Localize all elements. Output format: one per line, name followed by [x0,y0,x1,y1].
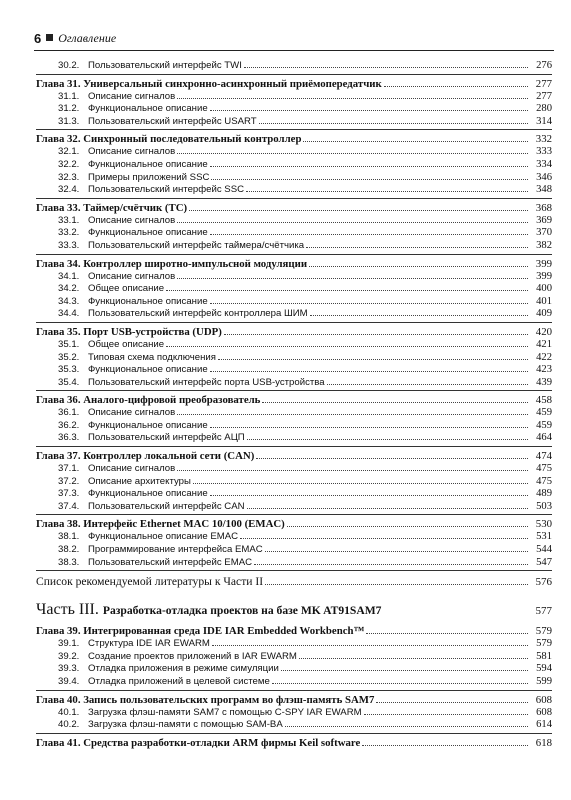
dot-leader [177,98,528,99]
entry-page: 277 [535,77,552,90]
entry-page: 276 [536,60,552,71]
entry-page: 614 [536,719,552,731]
dot-leader [256,458,528,459]
entry-page: 422 [536,351,552,363]
entry-page: 608 [536,706,552,718]
section-entry[interactable] [36,432,552,445]
dot-leader [306,247,528,248]
dot-leader [265,584,528,585]
entry-title: Типовая схема подключения [88,351,216,363]
entry-page: 370 [536,227,552,239]
entry-number: 31.1. [58,90,80,102]
entry-page: 577 [535,605,552,618]
entry-number: 37.2. [58,475,80,487]
entry-page: 420 [535,325,552,338]
entry-title: Глава 41. Средства разработки-отладки ARM фирмы Keil software [36,736,361,749]
entry-title: Глава 33. Таймер/счётчик (TC) [36,201,188,214]
entry-title: Список рекомендуемой литературы к Части II [36,575,264,589]
dot-leader [177,278,528,279]
entry-page: 458 [535,394,552,407]
part-title: Разработка-отладка проектов на базе MK AT91SAM7 [102,604,382,618]
entry-title: Глава 37. Контроллер локальной сети (CAN) [36,450,255,463]
section-entry[interactable] [36,476,552,489]
entry-number: 31.3. [58,115,80,127]
entry-number: 35.3. [58,364,80,376]
entry-title: Пользовательский интерфейс контроллера ШИМ [88,308,308,320]
entry-title: Глава 40. Запись пользовательских программ во флэш-память SAM7 [36,693,375,706]
entry-title: Пользовательский интерфейс таймера/счётчика [88,239,305,251]
dot-leader [224,334,528,335]
entry-title: Функциональное описание [88,158,208,170]
dot-leader [299,658,528,659]
entry-page: 459 [536,407,552,419]
entry-page: 530 [535,518,552,531]
dot-leader [327,384,528,385]
section-entry[interactable] [36,719,552,732]
entry-title: Глава 31. Универсальный синхронно-асинхронный приёмопередатчик [36,77,382,90]
entry-title: Описание сигналов [88,146,176,158]
chapter-entry[interactable] [36,518,552,531]
chapter-entry[interactable] [36,394,552,407]
section-entry[interactable] [36,146,552,159]
entry-number: 39.1. [58,638,80,650]
chapter-entry[interactable] [36,78,552,91]
entry-number: 33.1. [58,214,80,226]
chapter-entry[interactable] [36,202,552,215]
dot-leader [287,526,528,527]
entry-page: 618 [535,736,552,749]
entry-page: 369 [536,214,552,226]
entry-title: Функциональное описание [88,488,208,500]
entry-title: Программирование интерфейса EMAC [88,544,263,556]
entry-page: 423 [536,364,552,376]
entry-number: 37.3. [58,488,80,500]
section-entry[interactable] [36,663,552,676]
section-entry[interactable] [36,296,552,309]
section-entry[interactable] [36,364,552,377]
entry-number: 34.2. [58,283,80,295]
chapter-block [36,625,552,690]
entry-number: 36.2. [58,419,80,431]
entry-page: 409 [536,308,552,320]
entry-title: Загрузка флэш-памяти SAM7 с помощью C-SPY IAR EWARM [88,706,362,718]
entry-title: Пользовательский интерфейс TWI [88,60,242,71]
entry-number: 32.4. [58,184,80,196]
entry-page: 475 [536,463,552,475]
entry-number: 33.3. [58,239,80,251]
entry-number: 34.3. [58,295,80,307]
entry-number: 39.4. [58,676,80,687]
section-entry[interactable] [36,116,552,129]
dot-leader [303,141,528,142]
entry-number: 31.2. [58,103,80,115]
entry-page: 547 [536,556,552,568]
entry-number: 39.2. [58,650,80,662]
part-heading[interactable] [36,602,552,619]
entry-page: 439 [536,376,552,388]
entry-title: Функциональное описание [88,227,208,239]
chapter-block [36,326,552,391]
chapter-entry[interactable] [36,133,552,146]
section-entry[interactable] [36,103,552,116]
entry-number: 30.2. [58,60,80,71]
dot-leader [218,359,528,360]
entry-page: 579 [536,638,552,650]
section-entry[interactable] [36,240,552,253]
header-title: Оглавление [58,30,117,45]
section-entry[interactable] [36,651,552,664]
dot-leader [212,645,528,646]
entry-title: Описание сигналов [88,270,176,282]
dot-leader [376,702,528,703]
entry-page: 333 [536,146,552,158]
entry-title: Описание архитектуры [88,475,191,487]
entry-number: 35.1. [58,338,80,350]
chapter-block [36,78,552,131]
entry-page: 475 [536,475,552,487]
entry-title: Примеры приложений SSC [88,171,210,183]
entry-title: Функциональное описание [88,364,208,376]
dot-leader [262,402,528,403]
entry-page: 399 [535,257,552,270]
entry-page: 314 [536,115,552,127]
section-entry[interactable] [36,60,552,73]
chapter-block-continued [36,60,552,75]
section-entry[interactable] [36,707,552,720]
section-entry[interactable] [36,227,552,240]
entry-page: 581 [536,650,552,662]
entry-page: 399 [536,270,552,282]
section-entry[interactable] [36,271,552,284]
dot-leader [211,179,528,180]
entry-page: 594 [536,663,552,675]
dot-leader [362,745,528,746]
section-entry[interactable] [36,172,552,185]
entry-title: Пользовательский интерфейс порта USB-устройства [88,376,325,388]
section-entry[interactable] [36,488,552,501]
entry-page: 608 [535,693,552,706]
entry-title: Глава 35. Порт USB-устройства (UDP) [36,325,222,338]
section-entry[interactable] [36,184,552,197]
dot-leader [247,439,528,440]
dot-leader [364,714,528,715]
section-entry[interactable] [36,215,552,228]
entry-page: 421 [536,338,552,350]
section-entry[interactable] [36,557,552,570]
section-entry[interactable] [36,544,552,557]
chapter-block [36,202,552,255]
section-entry[interactable] [36,463,552,476]
section-entry[interactable] [36,407,552,420]
entry-page: 346 [536,171,552,183]
dot-leader [177,470,528,471]
section-entry[interactable] [36,501,552,514]
entry-title: Пользовательский интерфейс CAN [88,500,245,512]
entry-title: Глава 39. Интегрированная среда IDE IAR Embedded Workbench™ [36,625,365,638]
entry-page: 531 [536,531,552,543]
entry-page: 400 [536,283,552,295]
section-entry[interactable] [36,377,552,390]
dot-leader [254,564,528,565]
entry-number: 37.1. [58,463,80,475]
entry-title: Отладка приложения в режиме симуляции [88,663,279,675]
entry-title: Общее описание [88,338,165,350]
entry-title: Описание сигналов [88,90,176,102]
entry-page: 382 [536,239,552,251]
chapter-entry[interactable] [36,694,552,707]
section-entry[interactable] [36,676,552,689]
entry-page: 576 [535,576,552,589]
dot-leader [166,290,528,291]
entry-page: 368 [535,201,552,214]
dot-leader [193,483,528,484]
dot-leader [366,633,528,634]
dot-leader [244,67,528,68]
dot-leader [265,551,528,552]
entry-title: Пользовательский интерфейс АЦП [88,432,245,444]
dot-leader [281,670,528,671]
header-page-number: 6 [34,30,42,46]
entry-title: Глава 36. Аналого-цифровой преобразователь [36,394,261,407]
entry-page: 464 [536,432,552,444]
entry-number: 39.3. [58,663,80,675]
dot-leader [240,538,528,539]
entry-number: 35.2. [58,351,80,363]
entry-number: 33.2. [58,227,80,239]
entry-title: Функциональное описание EMAC [88,531,239,543]
dot-leader [259,123,528,124]
entry-number: 32.2. [58,158,80,170]
section-entry[interactable] [36,159,552,172]
entry-page: 280 [536,103,552,115]
dot-leader [210,110,528,111]
entry-page: 474 [535,450,552,463]
chapter-block [36,394,552,447]
entry-page: 334 [536,158,552,170]
entry-title: Описание сигналов [88,407,176,419]
entry-number: 40.1. [58,706,80,718]
section-entry[interactable] [36,638,552,651]
section-entry[interactable] [36,91,552,104]
dot-leader [247,508,528,509]
entry-number: 40.2. [58,719,80,731]
entry-number: 37.4. [58,500,80,512]
entry-number: 38.3. [58,556,80,568]
entry-page: 277 [536,90,552,102]
dot-leader [210,427,528,428]
chapter-entry[interactable] [36,737,552,750]
part-number: Часть III. [36,601,99,619]
entry-page: 459 [536,419,552,431]
section-entry[interactable] [36,531,552,544]
entry-page: 401 [536,295,552,307]
chapter-block [36,133,552,198]
entry-number: 34.1. [58,270,80,282]
dot-leader [189,210,528,211]
square-bullet-icon [46,34,53,41]
dot-leader [210,495,528,496]
chapter-entry[interactable] [36,625,552,638]
literature-entry[interactable] [36,574,552,590]
section-entry[interactable] [36,420,552,433]
entry-page: 544 [536,544,552,556]
entry-title: Описание сигналов [88,463,176,475]
entry-title: Создание проектов приложений в IAR EWARM [88,650,297,662]
entry-title: Пользовательский интерфейс SSC [88,184,245,196]
table-of-contents [36,60,552,754]
entry-number: 36.3. [58,432,80,444]
chapter-block [36,450,552,515]
dot-leader [272,683,528,684]
chapter-entry[interactable] [36,450,552,463]
entry-number: 34.4. [58,308,80,320]
entry-title: Функциональное описание [88,295,208,307]
entry-title: Пользовательский интерфейс EMAC [88,556,253,568]
entry-number: 35.4. [58,376,80,388]
entry-title: Функциональное описание [88,103,208,115]
entry-page: 489 [536,488,552,500]
chapter-block [36,518,552,571]
dot-leader [177,222,528,223]
section-entry[interactable] [36,352,552,365]
dot-leader [210,234,528,235]
chapter-block [36,258,552,323]
chapter-entry[interactable] [36,326,552,339]
entry-title: Загрузка флэш-памяти с помощью SAM-BA [88,719,283,731]
entry-title: Общее описание [88,283,165,295]
dot-leader [177,153,528,154]
entry-title: Глава 38. Интерфейс Ethernet MAC 10/100 (EMAC) [36,518,285,531]
dot-leader [177,414,528,415]
dot-leader [210,371,528,372]
dot-leader [166,346,528,347]
entry-title: Глава 34. Контроллер широтно-импульсной модуляции [36,257,308,270]
part-label [36,602,381,619]
section-entry[interactable] [36,339,552,352]
chapter-block [36,694,552,734]
entry-number: 38.2. [58,544,80,556]
entry-page: 348 [536,184,552,196]
chapter-block [36,737,552,751]
dot-leader [309,266,528,267]
entry-number: 36.1. [58,407,80,419]
entry-title: Описание сигналов [88,214,176,226]
section-entry[interactable] [36,308,552,321]
entry-title: Пользовательский интерфейс USART [88,115,257,127]
dot-leader [310,315,528,316]
entry-page: 579 [535,625,552,638]
chapter-entry[interactable] [36,258,552,271]
entry-title: Функциональное описание [88,419,208,431]
entry-page: 503 [536,500,552,512]
running-header [34,30,554,51]
section-entry[interactable] [36,283,552,296]
dot-leader [384,86,528,87]
entry-title: Отладка приложений в целевой системе [88,676,270,687]
entry-number: 38.1. [58,531,80,543]
entry-title: Глава 32. Синхронный последовательный контроллер [36,133,302,146]
entry-number: 32.3. [58,171,80,183]
entry-number: 32.1. [58,146,80,158]
dot-leader [285,726,528,727]
entry-page: 332 [535,133,552,146]
entry-title: Структура IDE IAR EWARM [88,638,210,650]
dot-leader [210,166,528,167]
dot-leader [246,191,528,192]
dot-leader [210,303,528,304]
entry-page: 599 [536,676,552,687]
